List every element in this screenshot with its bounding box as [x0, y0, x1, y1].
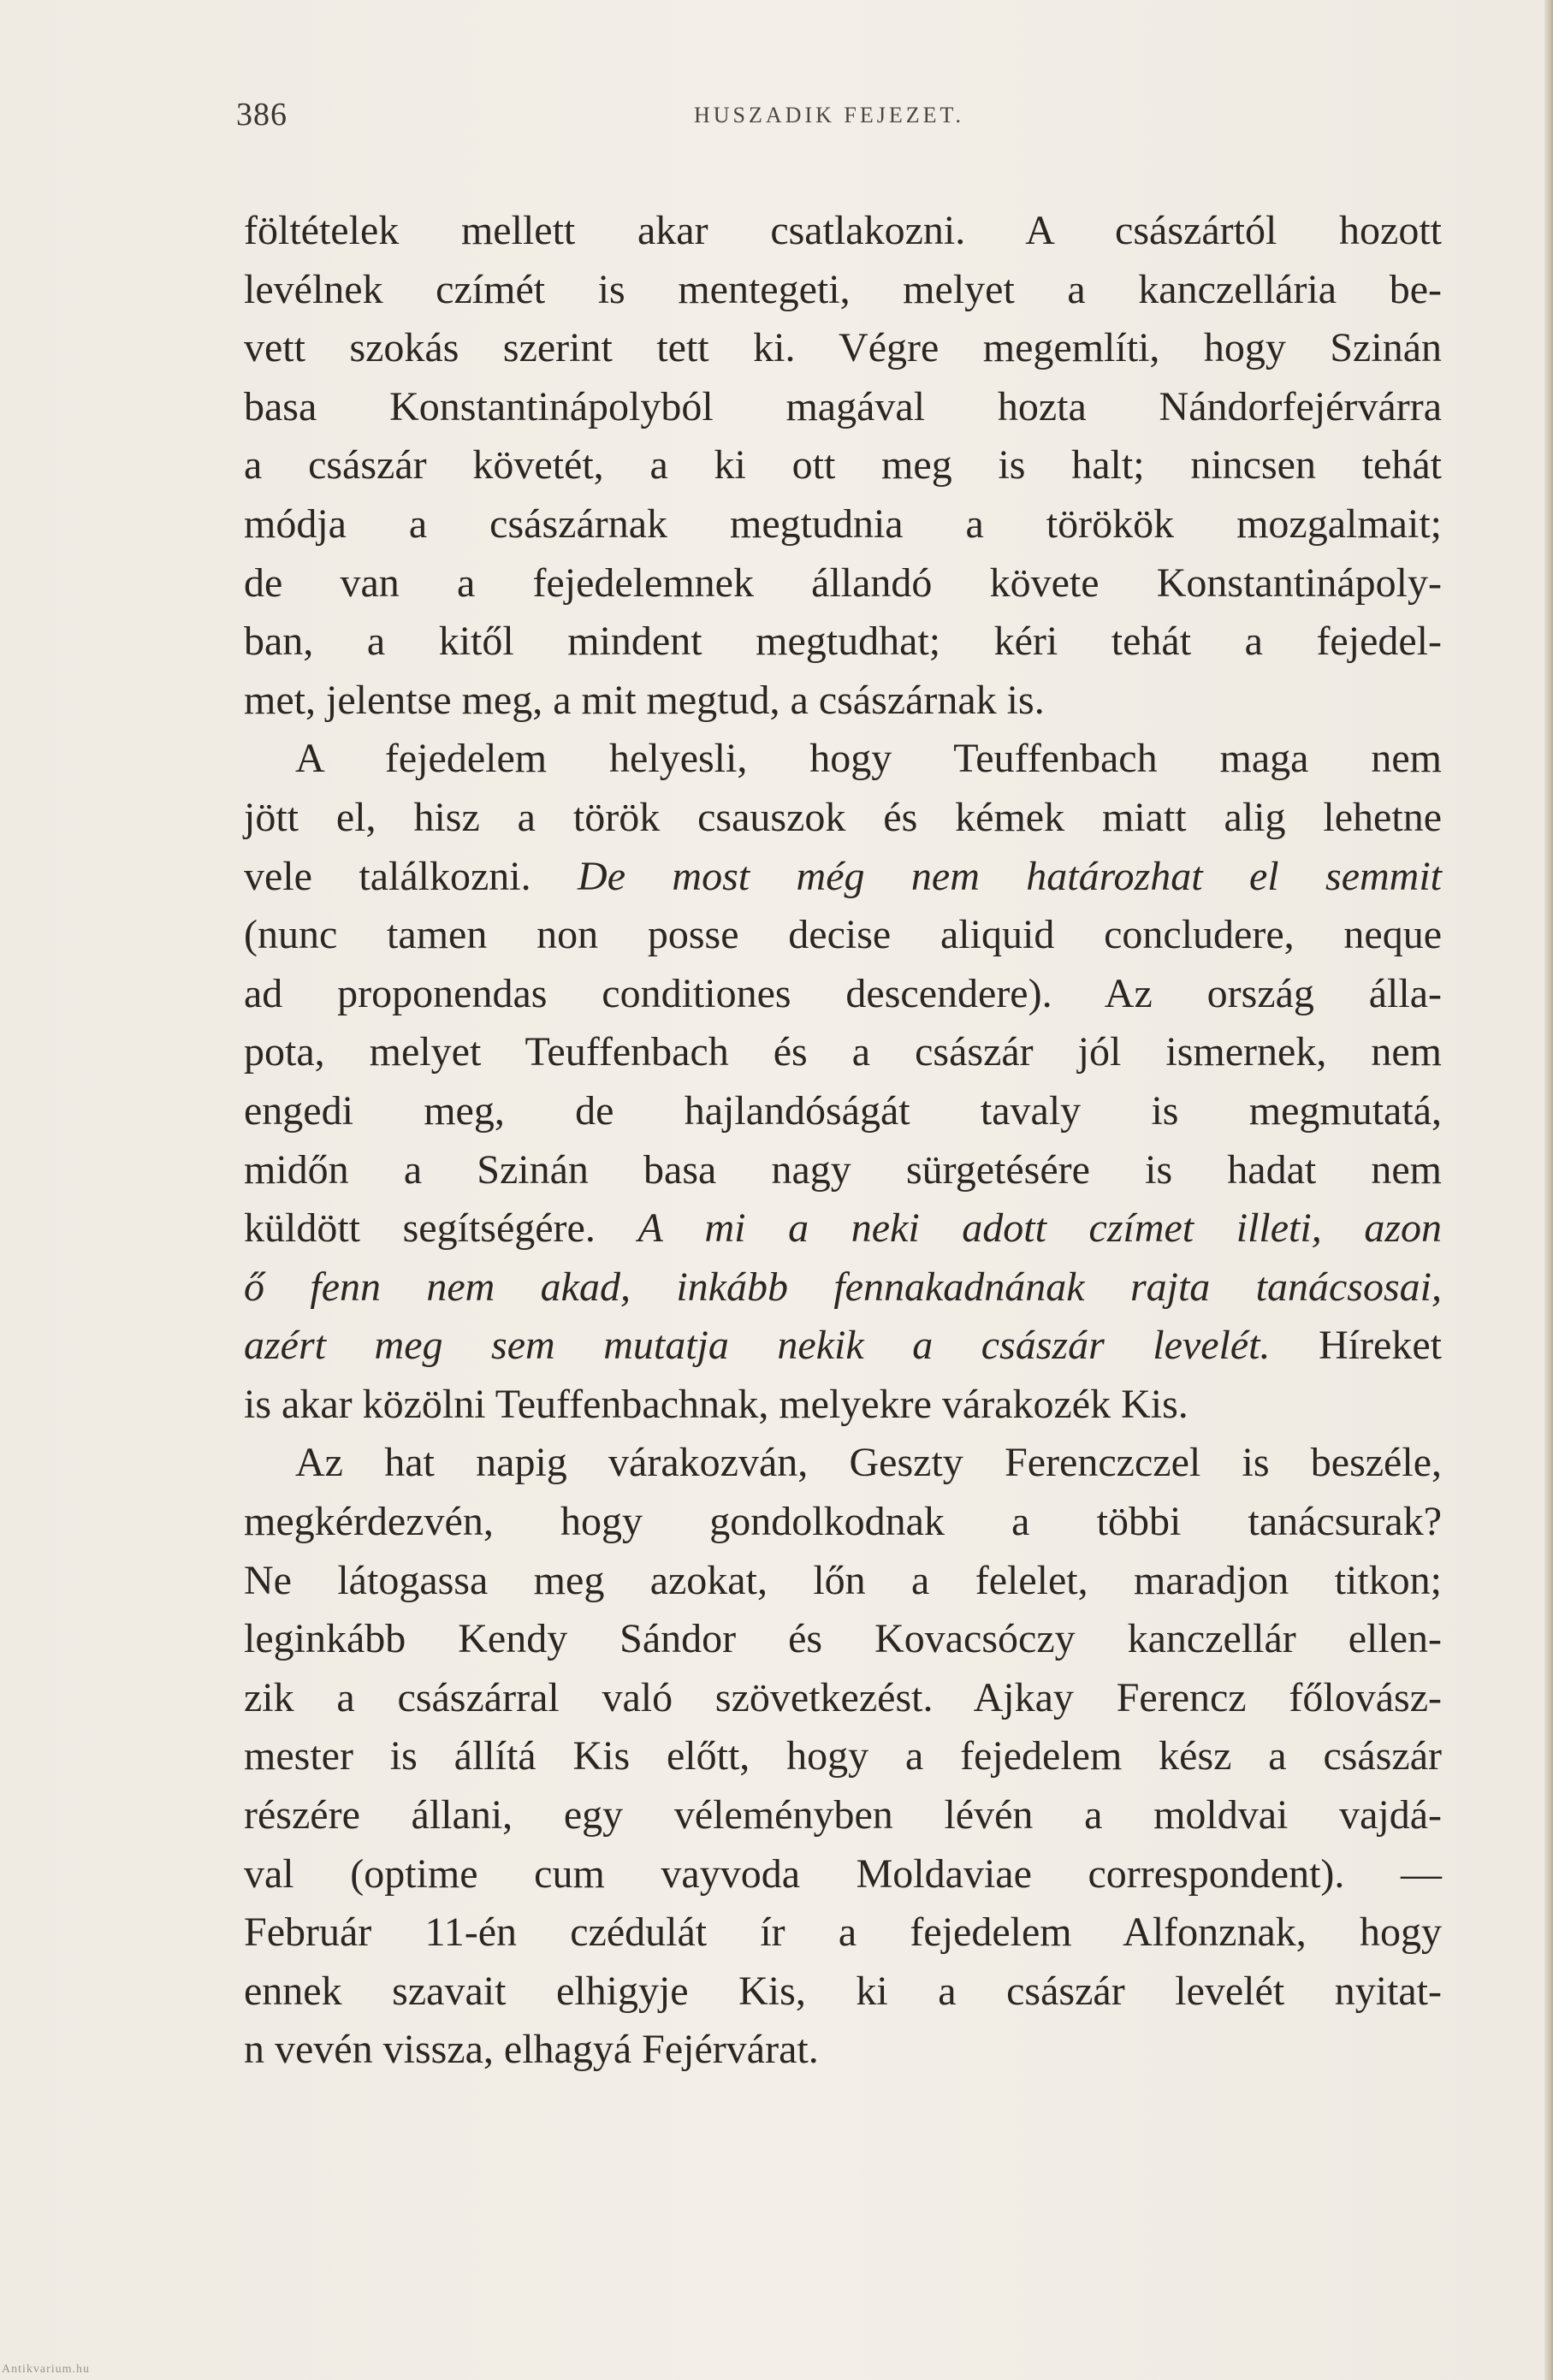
text-line	[244, 1199, 1442, 1258]
watermark: Antikvarium.hu	[2, 2363, 91, 2376]
page-edge-shadow	[1544, 0, 1553, 2380]
text-line	[244, 1727, 1442, 1786]
text-segment: módja a császárnak megtudnia a törökök mozgalmait;	[244, 500, 1442, 547]
text-line	[244, 730, 1442, 789]
text-segment: ban, a kitől mindent megtudhat; kéri tehát a fejedel-	[244, 619, 1442, 665]
text-segment: pota, melyet Teuffenbach és a császár jól ismernek, nem	[244, 1029, 1442, 1075]
text-segment: részére állani, egy véleményben lévén a moldvai vajdá-	[244, 1792, 1442, 1838]
text-segment: val (optime cum vayvoda Moldaviae correspondent). —	[244, 1850, 1442, 1897]
text-line	[244, 319, 1442, 378]
text-line	[244, 2021, 1442, 2080]
text-segment: a császár követét, a ki ott meg is halt; nincsen tehát	[244, 442, 1442, 488]
text-segment: mester is állítá Kis előtt, hogy a fejedelem kész a császár	[244, 1733, 1442, 1779]
text-line	[244, 848, 1442, 907]
page-header	[236, 96, 1426, 139]
text-line	[244, 906, 1442, 965]
text-segment: basa Konstantinápolyból magával hozta Nándorfejérvárra	[244, 383, 1442, 429]
italic-text: ő fenn nem akad, inkább fennakadnának rajta tanácsosai,	[244, 1264, 1442, 1310]
text-line	[244, 1786, 1442, 1845]
text-segment: de van a fejedelemnek állandó követe Konstantinápoly-	[244, 559, 1442, 606]
text-line	[244, 1610, 1442, 1669]
text-line	[244, 1141, 1442, 1200]
text-segment: A fejedelem helyesli, hogy Teuffenbach maga nem	[295, 736, 1442, 782]
text-segment: (nunc tamen non posse decise aliquid concludere, neque	[244, 912, 1442, 958]
text-segment: leginkább Kendy Sándor és Kovacsóczy kanczellár ellen-	[244, 1616, 1442, 1662]
text-line	[244, 554, 1442, 613]
text-line	[244, 965, 1442, 1024]
text-segment: zik a császárral való szövetkezést. Ajkay Ferencz főlovász-	[244, 1674, 1442, 1720]
text-segment: megkérdezvén, hogy gondolkodnak a többi tanácsurak?	[244, 1499, 1442, 1545]
text-segment: midőn a Szinán basa nagy sürgetésére is hadat nem	[244, 1146, 1442, 1193]
text-segment: met, jelentse meg, a mit megtud, a császárnak is.	[244, 677, 1045, 723]
page-number: 386	[236, 97, 287, 133]
text-segment: küldött segítségére.	[244, 1205, 638, 1252]
text-line	[244, 1434, 1442, 1493]
italic-text: A mi a neki adott czímet illeti, azon	[637, 1205, 1443, 1252]
text-line	[244, 378, 1442, 437]
text-line	[244, 202, 1442, 261]
text-line	[244, 1493, 1442, 1552]
text-line	[244, 1669, 1442, 1728]
text-segment: ad proponendas conditiones descendere). Az ország álla-	[244, 970, 1442, 1016]
body-text	[244, 202, 1442, 2080]
text-line	[244, 1376, 1442, 1435]
text-segment: levélnek czímét is mentegeti, melyet a kanczellária be-	[244, 266, 1442, 312]
text-segment: vele találkozni.	[244, 853, 578, 899]
italic-text: azért meg sem mutatja nekik a császár levelét.	[244, 1323, 1271, 1369]
text-line	[244, 436, 1442, 495]
text-line	[244, 261, 1442, 320]
text-line	[244, 1845, 1442, 1904]
text-segment: engedi meg, de hajlandóságát tavaly is megmutatá,	[244, 1087, 1442, 1134]
running-head: HUSZADIK FEJEZET.	[694, 103, 964, 127]
text-line	[244, 1552, 1442, 1611]
text-segment: n vevén vissza, elhagyá Fejérvárat.	[244, 2027, 819, 2073]
text-line	[244, 1258, 1442, 1317]
text-segment: Február 11-én czédulát ír a fejedelem Alfonznak, hogy	[244, 1909, 1442, 1956]
text-line	[244, 495, 1442, 554]
text-line	[244, 672, 1442, 731]
text-segment: vett szokás szerint tett ki. Végre megemlíti, hogy Szinán	[244, 325, 1442, 371]
text-line	[244, 613, 1442, 672]
text-line	[244, 1023, 1442, 1082]
text-segment: Az hat napig várakozván, Geszty Ferenczczel is beszéle,	[295, 1440, 1442, 1486]
text-line	[244, 1903, 1442, 1963]
text-segment: Híreket	[1270, 1323, 1442, 1369]
text-segment: is akar közölni Teuffenbachnak, melyekre várakozék Kis.	[244, 1381, 1188, 1427]
text-segment: Ne látogassa meg azokat, lőn a felelet, maradjon titkon;	[244, 1557, 1442, 1603]
text-segment: ennek szavait elhigyje Kis, ki a császár levelét nyitat-	[244, 1968, 1442, 2014]
text-line	[244, 1082, 1442, 1141]
text-segment: jött el, hisz a török csauszok és kémek miatt alig lehetne	[244, 794, 1442, 840]
italic-text: De most még nem határozhat el semmit	[578, 853, 1443, 899]
text-line	[244, 1963, 1442, 2022]
text-segment: föltételek mellett akar csatlakozni. A császártól hozott	[244, 208, 1442, 253]
text-line	[244, 789, 1442, 848]
text-line	[244, 1317, 1442, 1376]
